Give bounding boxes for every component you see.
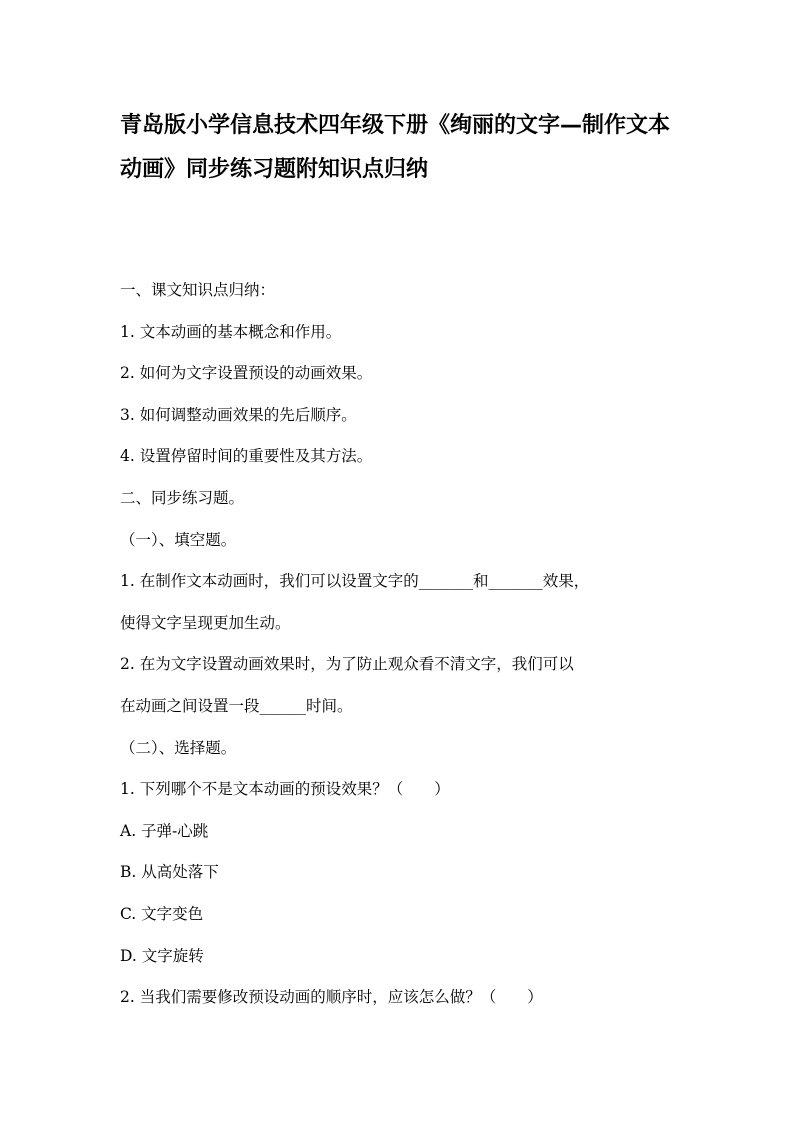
knowledge-point-2: 2. 如何为文字设置预设的动画效果。	[120, 364, 373, 383]
choice-option-c: C. 文字变色	[120, 904, 204, 923]
subsection-fill-blank: （一）、填空题。	[120, 530, 237, 549]
knowledge-point-3: 3. 如何调整动画效果的先后顺序。	[120, 405, 357, 424]
subsection-multiple-choice: （二）、选择题。	[120, 738, 237, 757]
title-line-2: 动画》同步练习题附知识点归纳	[120, 157, 429, 182]
fill-blank-question-2-cont: 在动画之间设置一段______时间。	[120, 696, 353, 715]
fill-blank-question-1-cont: 使得文字呈现更加生动。	[120, 613, 291, 632]
document-body	[120, 270, 680, 1019]
choice-option-a: A. 子弹-心跳	[120, 821, 209, 840]
section-heading-exercises: 二、同步练习题。	[120, 488, 245, 507]
fill-blank-question-2: 2. 在为文字设置动画效果时，为了防止观众看不清文字，我们可以	[120, 655, 574, 674]
fill-blank-question-1: 1. 在制作文本动画时，我们可以设置文字的_______和_______效果，	[120, 572, 590, 591]
choice-option-b: B. 从高处落下	[120, 863, 219, 882]
choice-question-1: 1. 下列哪个不是文本动画的预设效果？（ ）	[120, 780, 450, 799]
choice-question-2: 2. 当我们需要修改预设动画的顺序时，应该怎么做？（ ）	[120, 988, 543, 1007]
knowledge-point-4: 4. 设置停留时间的重要性及其方法。	[120, 447, 373, 466]
knowledge-point-1: 1. 文本动画的基本概念和作用。	[120, 322, 342, 341]
title-line-1: 青岛版小学信息技术四年级下册《绚丽的文字—制作文本	[120, 113, 671, 138]
document-title	[120, 104, 680, 192]
section-heading-knowledge: 一、课文知识点归纳：	[120, 281, 276, 299]
choice-option-d: D. 文字旋转	[120, 946, 204, 965]
